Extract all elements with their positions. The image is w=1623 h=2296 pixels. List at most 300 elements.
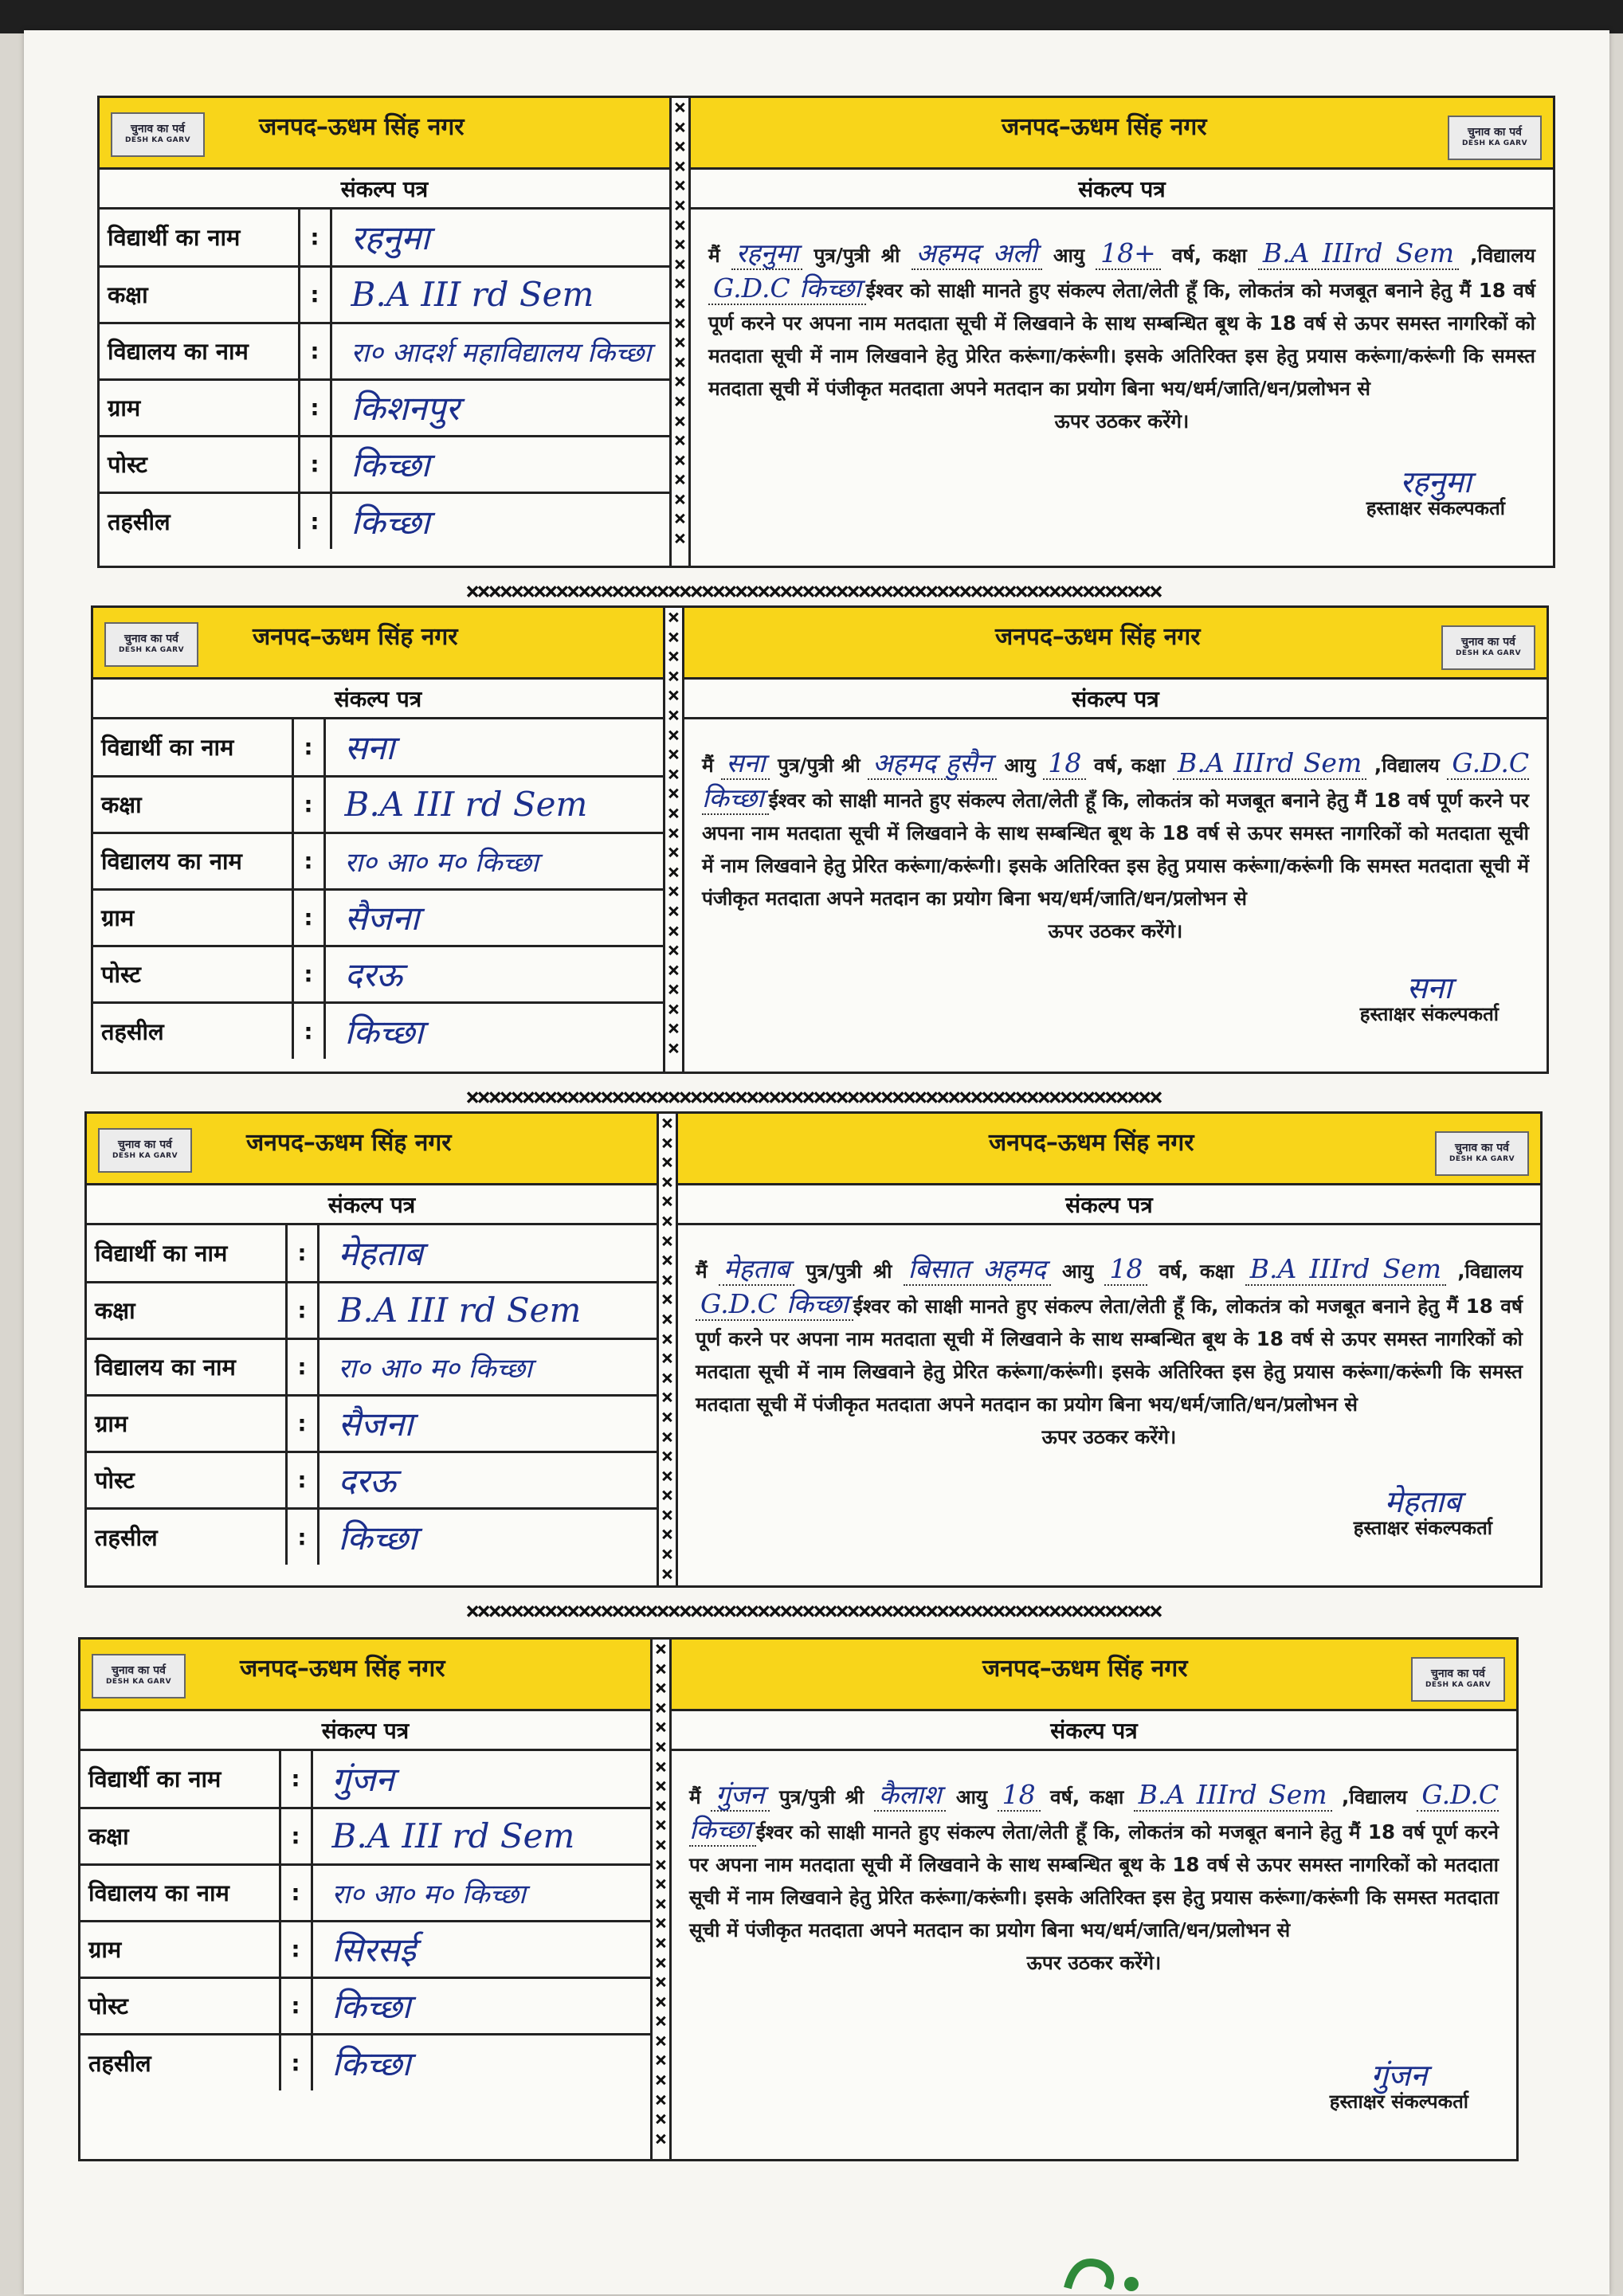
x-mark: × xyxy=(673,291,687,315)
colon: : xyxy=(292,833,324,889)
signature-area xyxy=(1330,2060,1468,2113)
logo-subtext: DESH KA GARV xyxy=(112,1152,178,1160)
row-student-name xyxy=(80,1751,650,1808)
value-tehsil[interactable]: किच्छा xyxy=(331,2043,411,2083)
row-post xyxy=(87,1452,657,1508)
signature-area xyxy=(1366,464,1505,519)
row-post xyxy=(80,1977,650,2034)
label-school: विद्यालय का नाम xyxy=(80,1864,280,1921)
pledge-closing: ऊपर उठकर करेंगे। xyxy=(1041,1425,1177,1448)
student-fields-table xyxy=(93,719,663,1059)
colon: : xyxy=(280,1751,312,1808)
x-mark: × xyxy=(661,1228,674,1253)
x-mark: × xyxy=(673,115,687,139)
label-student-name: विद्यार्थी का नाम xyxy=(100,210,299,266)
pledge-closing: ऊपर उठकर करेंगे। xyxy=(1026,1951,1162,1974)
label-student-name: विद्यार्थी का नाम xyxy=(80,1751,280,1808)
pledge-parent-name[interactable]: बिसात अहमद xyxy=(904,1253,1051,1286)
x-mark: × xyxy=(673,487,687,511)
x-mark: × xyxy=(673,468,687,492)
label-class: कक्षा xyxy=(80,1808,280,1864)
logo-subtext: DESH KA GARV xyxy=(105,1678,172,1686)
row-school xyxy=(100,323,669,379)
row-student-name xyxy=(93,719,663,776)
value-class[interactable]: B.A III rd Sem xyxy=(324,776,663,833)
signature[interactable]: गुंजन xyxy=(1370,2058,1428,2093)
x-mark: × xyxy=(661,1209,674,1233)
label-student-name: विद्यार्थी का नाम xyxy=(87,1225,286,1282)
x-mark: × xyxy=(661,1522,674,1547)
district-title: जनपद–ऊधम सिंह नगर xyxy=(1002,113,1207,141)
label-village: ग्राम xyxy=(80,1921,280,1977)
signature-label: हस्ताक्षर संकल्पकर्ता xyxy=(1329,2090,1468,2113)
pledge-age[interactable]: 18 xyxy=(1104,1253,1147,1286)
value-class[interactable]: B.A III rd Sem xyxy=(318,1282,657,1338)
district-header xyxy=(93,608,663,680)
student-fields-table xyxy=(87,1225,657,1565)
x-mark: × xyxy=(667,782,680,806)
row-tehsil xyxy=(80,2034,650,2090)
pledge-class[interactable]: B.A IIIrd Sem xyxy=(1258,237,1459,270)
x-mark: × xyxy=(654,1774,668,1799)
election-logo-icon xyxy=(111,112,205,157)
row-student-name xyxy=(87,1225,657,1282)
pledge-parent-label: पुत्र/पुत्री श्री xyxy=(778,1785,864,1808)
x-mark: × xyxy=(661,1444,674,1469)
district-title: जनपद–ऊधम सिंह नगर xyxy=(259,113,465,141)
signature-area xyxy=(1359,970,1499,1025)
row-tehsil xyxy=(100,492,669,549)
pledge-panel xyxy=(684,608,1547,1072)
value-post[interactable]: दरऊ xyxy=(324,946,663,1002)
form-title: संकल्प पत्र xyxy=(672,1711,1516,1751)
form-title: संकल्प पत्र xyxy=(100,170,669,210)
label-village: ग्राम xyxy=(87,1395,286,1452)
x-mark: × xyxy=(673,213,687,237)
logo-subtext: DESH KA GARV xyxy=(1455,649,1522,657)
x-mark: × xyxy=(673,154,687,178)
form-title: संकल्प पत्र xyxy=(80,1711,650,1751)
row-school xyxy=(80,1864,650,1921)
x-mark: × xyxy=(667,919,680,943)
signature[interactable]: रहनुमा xyxy=(1400,464,1472,500)
x-mark: × xyxy=(661,1170,674,1194)
district-title: जनपद–ऊधम सिंह नगर xyxy=(989,1129,1194,1157)
row-class xyxy=(87,1282,657,1338)
form-title: संकल्प पत्र xyxy=(93,680,663,719)
logo-text: चुनाव का पर्व xyxy=(1455,1142,1509,1154)
label-post: पोस्ट xyxy=(93,946,292,1002)
x-mark: × xyxy=(661,1307,674,1331)
value-village[interactable]: सिरसई xyxy=(312,1921,650,1977)
colon: : xyxy=(299,379,331,436)
x-mark: × xyxy=(661,1542,674,1567)
x-mark: × xyxy=(673,135,687,159)
x-mark: × xyxy=(654,1695,668,1720)
label-tehsil: तहसील xyxy=(87,1508,286,1565)
logo-text: चुनाव का पर्व xyxy=(1468,126,1522,139)
pledge-form-1 xyxy=(97,96,1555,568)
value-student-name[interactable]: सना xyxy=(324,719,663,776)
green-stamp-mark xyxy=(1060,2240,1155,2296)
pledge-years-label: वर्ष, xyxy=(1094,754,1124,777)
label-class: कक्षा xyxy=(93,776,292,833)
colon: : xyxy=(286,1452,318,1508)
x-mark: × xyxy=(654,1950,668,1975)
pledge-class-label: कक्षा xyxy=(1131,754,1166,777)
election-logo-icon xyxy=(98,1128,192,1173)
x-mark: × xyxy=(667,625,680,649)
colon: : xyxy=(280,2034,312,2090)
pledge-student-name[interactable]: रहनुमा xyxy=(731,237,803,270)
x-mark: × xyxy=(667,880,680,904)
x-mark: × xyxy=(654,1891,668,1916)
x-mark: × xyxy=(673,350,687,374)
pledge-text xyxy=(678,1225,1540,1585)
value-village[interactable]: सैजना xyxy=(324,889,663,946)
pledge-years-label: वर्ष, xyxy=(1171,244,1202,267)
x-mark: × xyxy=(667,608,680,629)
logo-text: चुनाव का पर्व xyxy=(112,1664,166,1677)
separator-row-2: ×××××××××××××××××××××××××××××××××××××××××××××××××××××××××××××× xyxy=(465,1083,1160,1111)
label-tehsil: तहसील xyxy=(93,1002,292,1059)
x-mark: × xyxy=(661,1189,674,1214)
district-title: जनपद–ऊधम सिंह नगर xyxy=(240,1655,445,1683)
colon: : xyxy=(299,436,331,492)
pledge-closing: ऊपर उठकर करेंगे। xyxy=(1054,409,1190,433)
pledge-age-label: आयु xyxy=(955,1785,988,1808)
pledge-years-label: वर्ष, xyxy=(1158,1260,1189,1283)
label-class: कक्षा xyxy=(87,1282,286,1338)
x-mark: × xyxy=(673,429,687,453)
pledge-panel xyxy=(691,98,1553,566)
row-class xyxy=(100,266,669,323)
pledge-age[interactable]: 18 xyxy=(998,1779,1041,1812)
label-tehsil: तहसील xyxy=(80,2034,280,2090)
x-mark: × xyxy=(673,174,687,198)
row-school xyxy=(93,833,663,889)
colon: : xyxy=(286,1508,318,1565)
colon: : xyxy=(280,1977,312,2034)
election-logo-icon xyxy=(1441,625,1535,670)
label-post: पोस्ट xyxy=(100,436,299,492)
x-mark: × xyxy=(667,684,680,708)
value-post[interactable]: किच्छा xyxy=(331,436,669,492)
pledge-i: मैं xyxy=(696,1260,708,1283)
pledge-class-label: कक्षा xyxy=(1199,1260,1234,1283)
signature-label: हस्ताक्षर संकल्पकर्ता xyxy=(1353,1517,1492,1539)
x-separator-column xyxy=(665,608,684,1072)
pledge-student-name[interactable]: सना xyxy=(721,747,770,780)
election-logo-icon xyxy=(104,622,198,667)
value-school[interactable]: रा० आ० म० किच्छा xyxy=(318,1338,657,1395)
x-mark: × xyxy=(673,98,687,120)
logo-subtext: DESH KA GARV xyxy=(1425,1681,1492,1689)
pledge-form-2 xyxy=(91,605,1549,1074)
label-class: कक्षा xyxy=(100,266,299,323)
form-title: संकल्प पत्र xyxy=(87,1185,657,1225)
logo-subtext: DESH KA GARV xyxy=(124,136,191,144)
x-mark: × xyxy=(661,1248,674,1273)
value-class[interactable]: B.A III rd Sem xyxy=(331,266,669,323)
logo-text: चुनाव का पर्व xyxy=(118,1138,172,1151)
pledge-school[interactable]: G.D.C किच्छा xyxy=(696,1288,853,1321)
x-mark: × xyxy=(661,1561,674,1585)
x-mark: × xyxy=(667,1017,680,1041)
x-mark: × xyxy=(661,1365,674,1390)
x-mark: × xyxy=(667,958,680,982)
pledge-school[interactable]: G.D.C किच्छा xyxy=(702,747,1530,813)
colon: : xyxy=(292,719,324,776)
value-post[interactable]: दरऊ xyxy=(318,1452,657,1508)
x-mark: × xyxy=(661,1483,674,1508)
x-mark: × xyxy=(654,1832,668,1857)
row-post xyxy=(100,436,669,492)
x-mark: × xyxy=(654,1970,668,1995)
signature[interactable]: सना xyxy=(1406,970,1452,1005)
x-mark: × xyxy=(654,2068,668,2093)
x-mark: × xyxy=(673,370,687,394)
x-mark: × xyxy=(667,1036,680,1061)
top-dark-edge xyxy=(0,0,1623,33)
election-logo-icon xyxy=(1435,1131,1529,1176)
x-mark: × xyxy=(667,762,680,786)
x-mark: × xyxy=(661,1326,674,1351)
election-logo-icon xyxy=(1448,116,1542,160)
separator-row-3: ×××××××××××××××××××××××××××××××××××××××××××××××××××××××××××××× xyxy=(465,1597,1160,1625)
pledge-age-label: आयु xyxy=(1053,244,1085,267)
pledge-i: मैं xyxy=(708,244,720,267)
value-student-name[interactable]: मेहताब xyxy=(318,1225,657,1282)
x-mark: × xyxy=(654,1989,668,2014)
pledge-class[interactable]: B.A IIIrd Sem xyxy=(1173,747,1366,780)
pledge-parent-label: पुत्र/पुत्री श्री xyxy=(778,754,861,777)
pledge-parent-name[interactable]: कैलाश xyxy=(874,1779,947,1812)
row-village xyxy=(80,1921,650,1977)
student-details-panel xyxy=(100,98,672,566)
row-village xyxy=(100,379,669,436)
colon: : xyxy=(286,1395,318,1452)
pledge-i: मैं xyxy=(702,754,714,777)
row-village xyxy=(87,1395,657,1452)
x-mark: × xyxy=(667,899,680,923)
pledge-school-label: ,विद्यालय xyxy=(1457,1260,1523,1283)
pledge-parent-label: पुत्र/पुत्री श्री xyxy=(813,244,900,267)
x-mark: × xyxy=(661,1405,674,1429)
colon: : xyxy=(299,210,331,266)
x-mark: × xyxy=(667,821,680,845)
x-mark: × xyxy=(654,1852,668,1877)
x-mark: × xyxy=(661,1150,674,1175)
district-title: जनपद–ऊधम सिंह नगर xyxy=(995,623,1201,651)
pledge-i: मैं xyxy=(689,1785,701,1808)
row-tehsil xyxy=(87,1508,657,1565)
pledge-student-name[interactable]: गुंजन xyxy=(711,1779,769,1812)
value-village[interactable]: सैजना xyxy=(318,1395,657,1452)
x-mark: × xyxy=(673,389,687,413)
row-school xyxy=(87,1338,657,1395)
x-mark: × xyxy=(667,938,680,963)
x-mark: × xyxy=(654,1715,668,1740)
logo-subtext: DESH KA GARV xyxy=(1449,1155,1515,1163)
x-mark: × xyxy=(673,527,687,551)
election-logo-icon xyxy=(92,1654,186,1698)
pledge-parent-name[interactable]: अहमद हुसैन xyxy=(868,747,997,780)
x-mark: × xyxy=(673,507,687,531)
x-mark: × xyxy=(661,1424,674,1449)
pledge-body: ईश्वर को साक्षी मानते हुए संकल्प लेता/लेती हूँ कि, लोकतंत्र को मजबूत बनाने हेतु मैं 18 वर्ष पूर्ण करने पर अपना नाम मतदाता सूची में लिखवाने के साथ सम्बन्धित बूथ के 18 वर्ष से ऊपर समस्त नागरिकों को मतदाता सूची में नाम लिखवाने हेतु प्रेरित करूंगा/करूंगी। इसके अतिरिक्त इस हेतु प्रयास करूंगा/करूंगी कि समस्त मतदाता सूची में पंजीकृत मतदाता अपने मतदान का प्रयोग बिना भय/धर्म/जाति/धन/प्रलोभन से xyxy=(702,789,1529,910)
pledge-panel xyxy=(672,1640,1516,2159)
x-mark: × xyxy=(654,1911,668,1936)
x-mark: × xyxy=(667,997,680,1021)
x-mark: × xyxy=(673,409,687,433)
student-details-panel xyxy=(80,1640,653,2159)
row-class xyxy=(80,1808,650,1864)
x-mark: × xyxy=(673,252,687,276)
pledge-age-label: आयु xyxy=(1004,754,1036,777)
student-details-panel xyxy=(87,1114,659,1585)
signature-label: हस्ताक्षर संकल्पकर्ता xyxy=(1359,1003,1499,1025)
election-logo-icon xyxy=(1411,1657,1505,1702)
x-mark: × xyxy=(667,978,680,1002)
label-tehsil: तहसील xyxy=(100,492,299,549)
pledge-form-4 xyxy=(78,1637,1519,2161)
logo-text: चुनाव का पर्व xyxy=(131,123,185,135)
district-header xyxy=(684,608,1547,680)
pledge-age-label: आयु xyxy=(1062,1260,1094,1283)
x-mark: × xyxy=(667,703,680,727)
pledge-panel xyxy=(678,1114,1540,1585)
x-mark: × xyxy=(654,1754,668,1779)
pledge-text xyxy=(684,719,1547,1072)
x-mark: × xyxy=(654,1656,668,1681)
colon: : xyxy=(299,266,331,323)
district-header xyxy=(691,98,1553,170)
x-mark: × xyxy=(661,1268,674,1292)
pledge-school[interactable]: G.D.C किच्छा xyxy=(708,272,866,305)
colon: : xyxy=(292,946,324,1002)
district-title: जनपद–ऊधम सिंह नगर xyxy=(253,623,458,651)
value-tehsil[interactable]: किच्छा xyxy=(351,502,430,542)
x-mark: × xyxy=(654,2048,668,2073)
value-class[interactable]: B.A III rd Sem xyxy=(312,1808,650,1864)
x-mark: × xyxy=(654,1813,668,1838)
colon: : xyxy=(292,776,324,833)
x-mark: × xyxy=(673,233,687,257)
x-mark: × xyxy=(673,448,687,472)
logo-subtext: DESH KA GARV xyxy=(118,646,185,654)
value-tehsil[interactable]: किच्छा xyxy=(338,1518,418,1557)
colon: : xyxy=(286,1338,318,1395)
row-post xyxy=(93,946,663,1002)
district-title: जनपद–ऊधम सिंह नगर xyxy=(246,1129,452,1157)
pledge-class-label: कक्षा xyxy=(1089,1785,1124,1808)
label-post: पोस्ट xyxy=(80,1977,280,2034)
value-student-name[interactable]: गुंजन xyxy=(312,1751,650,1808)
row-tehsil xyxy=(93,1002,663,1059)
colon: : xyxy=(292,1002,324,1059)
x-separator-column xyxy=(653,1640,672,2159)
label-student-name: विद्यार्थी का नाम xyxy=(93,719,292,776)
form-title: संकल्प पत्र xyxy=(691,170,1553,210)
row-class xyxy=(93,776,663,833)
row-village xyxy=(93,889,663,946)
x-mark: × xyxy=(661,1130,674,1155)
x-mark: × xyxy=(654,1676,668,1701)
pledge-form-3 xyxy=(84,1111,1543,1588)
pledge-text xyxy=(691,210,1553,566)
pledge-age[interactable]: 18 xyxy=(1043,747,1086,780)
colon: : xyxy=(280,1921,312,1977)
x-mark: × xyxy=(667,860,680,884)
x-mark: × xyxy=(673,311,687,335)
x-mark: × xyxy=(654,1930,668,1955)
colon: : xyxy=(286,1282,318,1338)
value-student-name[interactable]: रहनुमा xyxy=(331,210,669,266)
x-mark: × xyxy=(654,2028,668,2053)
x-mark: × xyxy=(667,840,680,865)
pledge-text xyxy=(672,1751,1516,2159)
pledge-school[interactable]: G.D.C किच्छा xyxy=(689,1779,1500,1845)
x-mark: × xyxy=(667,801,680,825)
label-school: विद्यालय का नाम xyxy=(100,323,299,379)
form-title: संकल्प पत्र xyxy=(684,680,1547,719)
logo-text: चुनाव का पर्व xyxy=(1431,1667,1485,1680)
x-mark: × xyxy=(661,1385,674,1410)
x-mark: × xyxy=(661,1463,674,1488)
pledge-class[interactable]: B.A IIIrd Sem xyxy=(1134,1779,1332,1812)
pledge-body: ईश्वर को साक्षी मानते हुए संकल्प लेता/लेती हूँ कि, लोकतंत्र को मजबूत बनाने हेतु मैं 18 वर्ष पूर्ण करने पर अपना नाम मतदाता सूची में लिखवाने के साथ सम्बन्धित बूथ के 18 वर्ष से ऊपर समस्त नागरिकों को मतदाता सूची में नाम लिखवाने हेतु प्रेरित करूंगा/करूंगी। इसके अतिरिक्त इस हेतु प्रयास करूंगा/करूंगी कि समस्त मतदाता सूची में पंजीकृत मतदाता अपने मतदान का प्रयोग बिना भय/धर्म/जाति/धन/प्रलोभन से xyxy=(689,1820,1499,1941)
x-mark: × xyxy=(654,1640,668,1661)
district-title: जनपद–ऊधम सिंह नगर xyxy=(982,1655,1188,1683)
district-header xyxy=(87,1114,657,1185)
signature[interactable]: मेहताब xyxy=(1384,1484,1461,1519)
district-header xyxy=(672,1640,1516,1711)
label-post: पोस्ट xyxy=(87,1452,286,1508)
x-mark: × xyxy=(661,1503,674,1527)
pledge-school-label: ,विद्यालय xyxy=(1374,754,1440,777)
x-mark: × xyxy=(667,664,680,688)
student-fields-table xyxy=(100,210,669,549)
separator-row-1: ×××××××××××××××××××××××××××××××××××××××××××××××××××××××××××××× xyxy=(465,578,1160,605)
x-mark: × xyxy=(654,2009,668,2034)
value-tehsil[interactable]: किच्छा xyxy=(344,1012,424,1052)
value-village[interactable]: किशनपुर xyxy=(331,379,669,436)
district-header xyxy=(678,1114,1540,1185)
value-post[interactable]: किच्छा xyxy=(312,1977,650,2034)
x-separator-column xyxy=(659,1114,678,1585)
signature-label: हस्ताक्षर संकल्पकर्ता xyxy=(1366,497,1505,519)
x-mark: × xyxy=(667,723,680,747)
pledge-class[interactable]: B.A IIIrd Sem xyxy=(1245,1253,1446,1286)
x-mark: × xyxy=(654,1734,668,1759)
value-school[interactable]: रा० आ० म० किच्छा xyxy=(324,833,663,889)
value-school[interactable]: रा० आदर्श महाविद्यालय किच्छा xyxy=(331,323,669,379)
colon: : xyxy=(292,889,324,946)
value-school[interactable]: रा० आ० म० किच्छा xyxy=(312,1864,650,1921)
pledge-closing: ऊपर उठकर करेंगे। xyxy=(1048,919,1183,942)
pledge-student-name[interactable]: मेहताब xyxy=(719,1253,794,1286)
student-fields-table xyxy=(80,1751,650,2090)
label-school: विद्यालय का नाम xyxy=(93,833,292,889)
x-mark: × xyxy=(654,2107,668,2132)
pledge-parent-name[interactable]: अहमद अली xyxy=(911,237,1042,270)
pledge-body: ईश्वर को साक्षी मानते हुए संकल्प लेता/लेती हूँ कि, लोकतंत्र को मजबूत बनाने हेतु मैं 18 वर्ष पूर्ण करने पर अपना नाम मतदाता सूची में लिखवाने के साथ सम्बन्धित बूथ के 18 वर्ष से ऊपर समस्त नागरिकों को मतदाता सूची में नाम लिखवाने हेतु प्रेरित करूंगा/करूंगी। इसके अतिरिक्त इस हेतु प्रयास करूंगा/करूंगी कि समस्त मतदाता सूची में पंजीकृत मतदाता अपने मतदान का प्रयोग बिना भय/धर्म/जाति/धन/प्रलोभन से xyxy=(708,279,1535,400)
pledge-class-label: कक्षा xyxy=(1213,244,1247,267)
x-mark: × xyxy=(661,1346,674,1371)
pledge-age[interactable]: 18+ xyxy=(1096,237,1161,270)
colon: : xyxy=(280,1864,312,1921)
